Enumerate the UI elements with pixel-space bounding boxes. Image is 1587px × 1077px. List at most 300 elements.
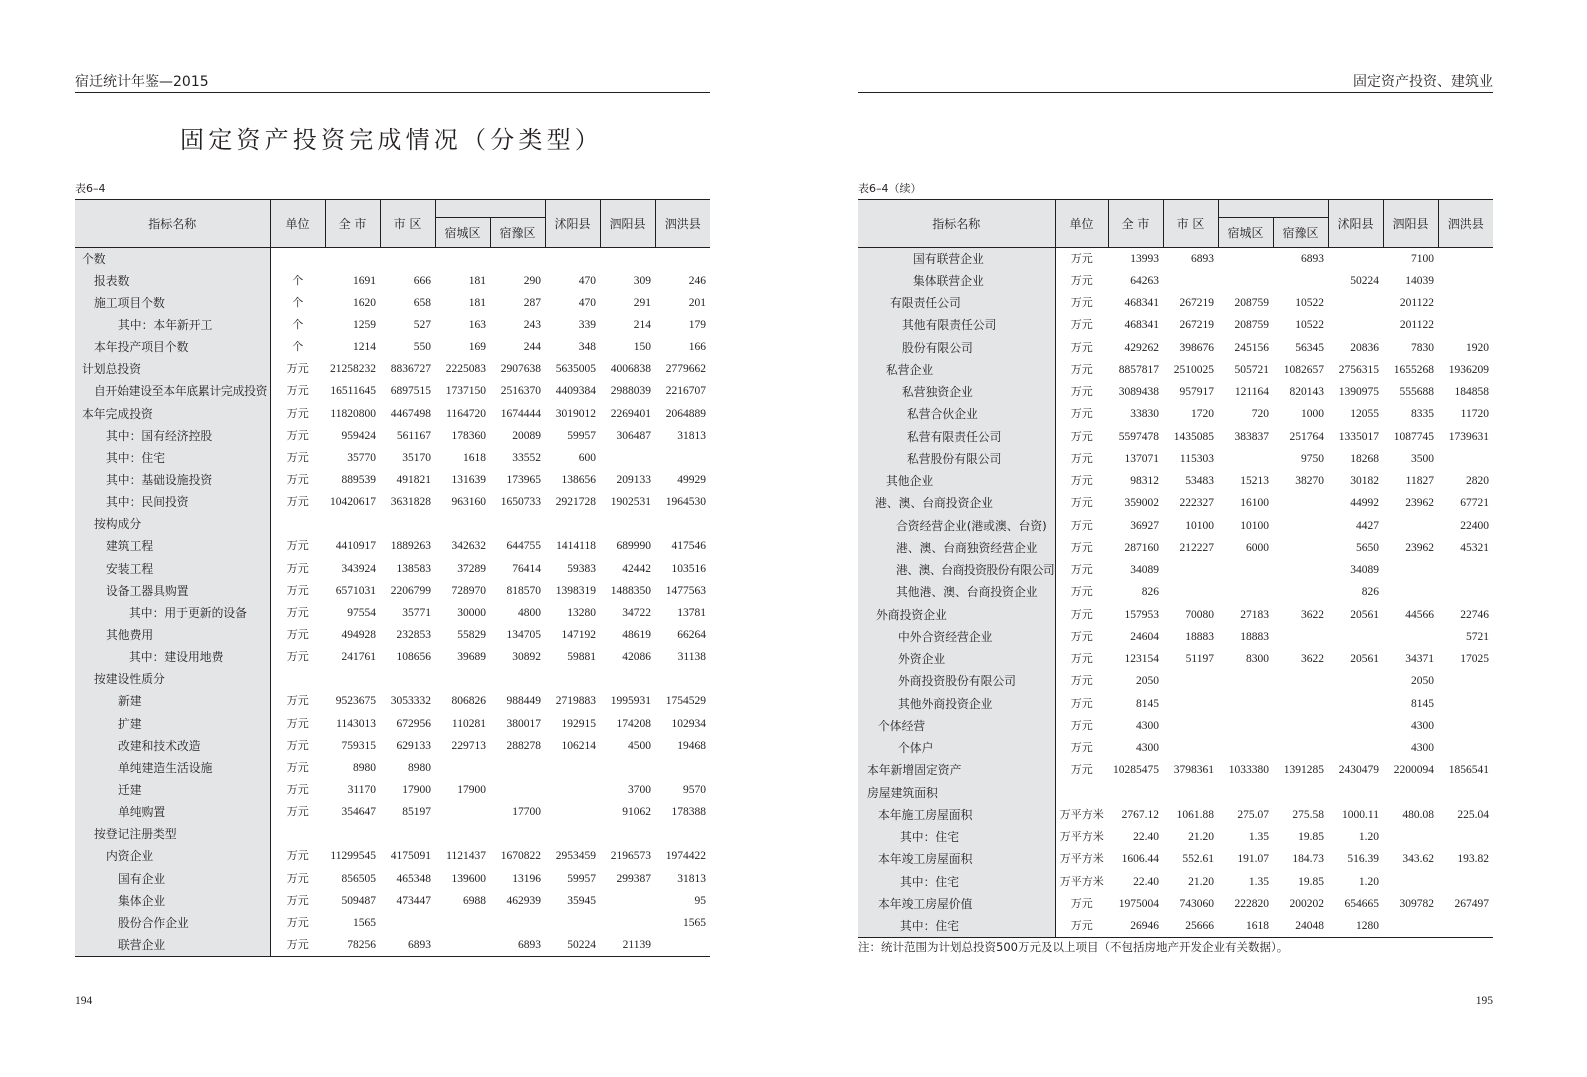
value-urban-area: 25666 — [1185, 919, 1214, 932]
value-city-total: 468341 — [1124, 319, 1159, 332]
value-urban-area: 465348 — [396, 872, 431, 885]
row-unit: 万元 — [286, 362, 309, 376]
value-sucheng — [1218, 270, 1273, 292]
value-sihong — [1438, 670, 1493, 692]
row-unit: 万元 — [286, 782, 309, 796]
table-row — [858, 248, 1493, 270]
row-label: 施工项目个数 — [75, 292, 270, 314]
row-unit: 万平方米 — [1059, 807, 1104, 821]
running-header-left: 宿迁统计年鉴—2015 — [75, 74, 209, 90]
table-row — [858, 915, 1493, 937]
value-sucheng: 181 — [468, 296, 486, 309]
value-sucheng: 8300 — [1246, 653, 1269, 666]
row-label: 其中：用于更新的设备 — [75, 602, 270, 624]
row-label: 其他外商投资企业 — [858, 693, 1055, 715]
value-city-total: 10285475 — [1113, 764, 1159, 777]
table-row — [75, 912, 710, 934]
table-row — [75, 735, 710, 757]
table-row — [75, 447, 710, 469]
value-siyang — [600, 823, 655, 845]
value-shuyang — [545, 823, 600, 845]
row-label: 个数 — [75, 248, 270, 270]
row-label: 其中：国有经济控股 — [75, 425, 270, 447]
value-shuyang: 348 — [578, 341, 596, 354]
value-sucheng: 1121437 — [446, 850, 486, 863]
value-sihong — [655, 447, 710, 469]
row-unit: 万元 — [1070, 607, 1093, 621]
row-unit: 万元 — [1070, 652, 1093, 666]
row-unit: 万元 — [286, 472, 309, 486]
value-sihong: 184858 — [1454, 386, 1489, 399]
value-city-total — [325, 668, 380, 690]
value-suyu: 17700 — [512, 806, 541, 819]
table-row — [75, 646, 710, 668]
table-row — [858, 292, 1493, 314]
row-unit: 万元 — [1070, 585, 1093, 599]
value-sihong — [1438, 737, 1493, 759]
value-urban-area — [1163, 270, 1218, 292]
value-sihong — [655, 757, 710, 779]
value-siyang: 34722 — [622, 606, 651, 619]
value-urban-area: 267219 — [1179, 297, 1214, 310]
value-sihong: 17025 — [1460, 653, 1489, 666]
value-sucheng: 963160 — [451, 496, 486, 509]
row-unit: 万元 — [1070, 718, 1093, 732]
value-sihong: 225.04 — [1457, 808, 1489, 821]
value-urban-area: 35771 — [402, 606, 431, 619]
value-city-total: 13993 — [1130, 252, 1159, 265]
value-suyu: 644755 — [506, 540, 541, 553]
value-city-total: 98312 — [1130, 475, 1159, 488]
value-urban-area — [1163, 782, 1218, 804]
table-row — [858, 782, 1493, 804]
value-shuyang — [545, 757, 600, 779]
value-siyang: 2988039 — [610, 385, 651, 398]
col-header-suyu: 宿豫区 — [490, 218, 545, 248]
value-sucheng: 55829 — [457, 628, 486, 641]
row-unit: 万元 — [1070, 318, 1093, 332]
value-city-total: 2050 — [1136, 675, 1159, 688]
row-label: 个体户 — [858, 737, 1055, 759]
value-urban-area: 17900 — [402, 783, 431, 796]
value-siyang — [600, 757, 655, 779]
value-sihong: 2216707 — [665, 385, 706, 398]
table-row — [75, 890, 710, 912]
value-siyang: 555688 — [1399, 386, 1434, 399]
value-suyu: 820143 — [1289, 386, 1324, 399]
value-sucheng — [435, 801, 490, 823]
row-unit: 万元 — [1070, 918, 1093, 932]
value-sihong: 1754529 — [665, 695, 706, 708]
value-urban-area: 232853 — [396, 628, 431, 641]
value-sihong — [1438, 782, 1493, 804]
value-siyang: 48619 — [622, 628, 651, 641]
value-sihong: 49929 — [677, 473, 706, 486]
value-siyang: 11827 — [1405, 475, 1434, 488]
row-unit: 万元 — [1070, 362, 1093, 376]
table-row — [858, 381, 1493, 403]
value-urban-area: 212227 — [1179, 541, 1214, 554]
value-siyang — [600, 447, 655, 469]
value-sihong: 5721 — [1466, 630, 1489, 643]
value-sihong — [655, 934, 710, 956]
table-row — [858, 581, 1493, 603]
value-shuyang: 1280 — [1356, 919, 1379, 932]
row-label: 安装工程 — [75, 557, 270, 579]
value-shuyang: 470 — [578, 296, 596, 309]
row-unit: 万元 — [286, 760, 309, 774]
table-row — [75, 557, 710, 579]
row-unit: 万元 — [1070, 563, 1093, 577]
value-sihong: 9570 — [683, 783, 706, 796]
value-siyang: 42086 — [622, 651, 651, 664]
row-label: 扩建 — [75, 712, 270, 734]
value-suyu — [1273, 626, 1328, 648]
value-city-total: 6571031 — [335, 584, 376, 597]
value-city-total: 22.40 — [1133, 875, 1159, 888]
value-siyang — [1383, 515, 1438, 537]
table-row — [858, 270, 1493, 292]
row-label: 合资经营企业(港或澳、台资) — [858, 515, 1055, 537]
value-city-total: 1606.44 — [1121, 853, 1159, 866]
value-shuyang: 192915 — [561, 717, 596, 730]
value-urban-area: 35170 — [402, 451, 431, 464]
value-city-total — [325, 248, 380, 270]
value-suyu: 6893 — [1301, 252, 1324, 265]
value-urban-area: 2206799 — [390, 584, 431, 597]
value-urban-area: 3631828 — [390, 496, 431, 509]
table-row — [75, 380, 710, 402]
value-city-total: 33830 — [1130, 408, 1159, 421]
value-siyang: 2269401 — [610, 407, 651, 420]
col-header-indicator: 指标名称 — [75, 200, 270, 248]
value-sihong — [655, 823, 710, 845]
value-siyang: 689990 — [616, 540, 651, 553]
value-suyu: 818570 — [506, 584, 541, 597]
col-header-urban-area: 市 区 — [380, 200, 435, 248]
value-shuyang: 2953459 — [555, 850, 596, 863]
value-urban-area: 4467498 — [390, 407, 431, 420]
value-sucheng: 16100 — [1240, 497, 1269, 510]
row-unit: 万元 — [1070, 273, 1093, 287]
value-siyang: 150 — [633, 341, 651, 354]
value-suyu: 287 — [523, 296, 541, 309]
value-urban-area: 267219 — [1179, 319, 1214, 332]
table-row — [858, 337, 1493, 359]
value-urban-area: 21.20 — [1188, 875, 1214, 888]
row-unit: 万元 — [1070, 763, 1093, 777]
value-suyu: 3622 — [1301, 608, 1324, 621]
value-suyu: 3622 — [1301, 653, 1324, 666]
row-unit: 万元 — [1070, 741, 1093, 755]
value-shuyang: 20561 — [1350, 608, 1379, 621]
value-shuyang — [545, 513, 600, 535]
value-sucheng: 17900 — [457, 783, 486, 796]
row-label: 其他有限责任公司 — [858, 314, 1055, 336]
value-sucheng: 1737150 — [445, 385, 486, 398]
value-sihong: 1856541 — [1448, 764, 1489, 777]
row-label: 本年投产项目个数 — [75, 336, 270, 358]
row-label: 其中：建设用地费 — [75, 646, 270, 668]
value-sihong — [655, 513, 710, 535]
value-city-total — [325, 513, 380, 535]
value-sucheng: 30000 — [457, 606, 486, 619]
value-suyu: 1650733 — [500, 496, 541, 509]
value-urban-area: 1061.88 — [1176, 808, 1214, 821]
row-unit: 万元 — [1070, 629, 1093, 643]
col-header-sihong: 泗洪县 — [1438, 200, 1493, 248]
row-unit: 万元 — [286, 561, 309, 575]
value-suyu: 6893 — [518, 938, 541, 951]
value-siyang — [1383, 915, 1438, 937]
value-urban-area: 552.61 — [1182, 853, 1214, 866]
value-city-total: 826 — [1141, 586, 1159, 599]
value-suyu: 20089 — [512, 429, 541, 442]
value-siyang: 3700 — [628, 783, 651, 796]
value-siyang: 44566 — [1405, 608, 1434, 621]
table-row — [75, 336, 710, 358]
col-header-urban-area: 市 区 — [1163, 200, 1218, 248]
value-sihong: 1974422 — [665, 850, 706, 863]
value-sucheng — [435, 823, 490, 845]
value-suyu: 10522 — [1295, 319, 1324, 332]
row-label: 私营独资企业 — [858, 381, 1055, 403]
row-unit: 万平方米 — [1059, 852, 1104, 866]
value-suyu: 19.85 — [1298, 831, 1324, 844]
value-sucheng: 342632 — [451, 540, 486, 553]
value-shuyang — [545, 668, 600, 690]
value-siyang: 34371 — [1405, 653, 1434, 666]
value-suyu: 1082657 — [1283, 363, 1324, 376]
value-siyang: 91062 — [622, 806, 651, 819]
value-siyang — [1383, 559, 1438, 581]
value-sihong: 201 — [688, 296, 706, 309]
value-siyang: 1488350 — [610, 584, 651, 597]
value-shuyang: 2719883 — [555, 695, 596, 708]
value-urban-area: 4175091 — [390, 850, 431, 863]
value-siyang: 42442 — [622, 562, 651, 575]
value-siyang: 1902531 — [610, 496, 651, 509]
table-row — [858, 448, 1493, 470]
value-sihong: 13781 — [677, 606, 706, 619]
value-suyu: 56345 — [1295, 341, 1324, 354]
value-sihong — [1438, 915, 1493, 937]
value-sucheng: 208759 — [1234, 297, 1269, 310]
row-label: 集体联营企业 — [858, 270, 1055, 292]
table-row — [858, 826, 1493, 848]
value-shuyang: 5650 — [1356, 541, 1379, 554]
value-sihong — [655, 248, 710, 270]
col-header-sihong: 泗洪县 — [655, 200, 710, 248]
value-siyang: 2196573 — [610, 850, 651, 863]
value-urban-area: 561167 — [396, 429, 431, 442]
table-row — [858, 359, 1493, 381]
value-city-total: 34089 — [1130, 564, 1159, 577]
value-shuyang: 1398319 — [555, 584, 596, 597]
value-urban-area: 743060 — [1179, 897, 1214, 910]
table-row — [858, 604, 1493, 626]
value-city-total — [325, 823, 380, 845]
table-row — [858, 737, 1493, 759]
table-row — [858, 515, 1493, 537]
value-shuyang — [545, 801, 600, 823]
value-sihong: 2064889 — [665, 407, 706, 420]
value-shuyang: 1000.11 — [1342, 808, 1379, 821]
row-unit — [270, 513, 325, 535]
value-city-total: 959424 — [341, 429, 376, 442]
table-row — [75, 402, 710, 424]
table-row — [75, 314, 710, 336]
table-row — [75, 668, 710, 690]
value-city-total: 1565 — [353, 916, 376, 929]
value-sucheng: 1.35 — [1248, 875, 1269, 888]
value-siyang: 1995931 — [610, 695, 651, 708]
row-label: 其中：住宅 — [858, 826, 1055, 848]
value-urban-area: 8980 — [408, 761, 431, 774]
value-sihong: 2779662 — [665, 363, 706, 376]
value-siyang: 21139 — [622, 938, 651, 951]
table-row — [858, 403, 1493, 425]
value-shuyang: 2756315 — [1338, 363, 1379, 376]
row-label: 自开始建设至本年底累计完成投资 — [75, 380, 270, 402]
value-shuyang: 44992 — [1350, 497, 1379, 510]
row-unit: 万平方米 — [1059, 830, 1104, 844]
value-siyang: 23962 — [1405, 497, 1434, 510]
value-sucheng: 806826 — [451, 695, 486, 708]
value-siyang — [1383, 871, 1438, 893]
value-siyang: 4300 — [1411, 719, 1434, 732]
value-city-total: 26946 — [1130, 919, 1159, 932]
value-shuyang: 654665 — [1344, 897, 1379, 910]
row-label: 私营股份有限公司 — [858, 448, 1055, 470]
row-label: 内资企业 — [75, 845, 270, 867]
value-siyang: 291 — [633, 296, 651, 309]
value-sucheng: 27183 — [1240, 608, 1269, 621]
row-label: 单纯建造生活设施 — [75, 757, 270, 779]
value-city-total: 10420617 — [330, 496, 376, 509]
row-label: 其中：民间投资 — [75, 491, 270, 513]
value-siyang: 209133 — [616, 473, 651, 486]
value-city-total: 97554 — [347, 606, 376, 619]
value-city-total: 2767.12 — [1121, 808, 1159, 821]
row-unit: 万元 — [286, 583, 309, 597]
value-siyang: 4500 — [628, 739, 651, 752]
value-sucheng: 1033380 — [1228, 764, 1269, 777]
value-urban-area — [380, 513, 435, 535]
value-city-total: 889539 — [341, 473, 376, 486]
value-sucheng: 229713 — [451, 739, 486, 752]
value-urban-area: 1720 — [1191, 408, 1214, 421]
col-header-siyang: 泗阳县 — [600, 200, 655, 248]
col-header-sucheng: 宿城区 — [435, 218, 490, 248]
row-label: 国有联营企业 — [858, 248, 1055, 270]
value-urban-area: 6897515 — [390, 385, 431, 398]
row-unit — [270, 668, 325, 690]
value-sucheng: 139600 — [451, 872, 486, 885]
value-suyu — [490, 757, 545, 779]
value-city-total: 343924 — [341, 562, 376, 575]
value-suyu — [1273, 782, 1328, 804]
value-city-total: 36927 — [1130, 519, 1159, 532]
value-sihong: 19468 — [677, 739, 706, 752]
value-sihong: 193.82 — [1457, 853, 1489, 866]
value-suyu — [1273, 715, 1328, 737]
value-urban-area: 85197 — [402, 806, 431, 819]
table-row — [858, 559, 1493, 581]
table-body-right — [858, 248, 1493, 938]
value-suyu: 1670822 — [500, 850, 541, 863]
value-sihong — [1438, 270, 1493, 292]
row-label: 其他港、澳、台商投资企业 — [858, 581, 1055, 603]
table-row — [75, 690, 710, 712]
value-urban-area: 672956 — [396, 717, 431, 730]
col-header-shuyang: 沭阳县 — [545, 200, 600, 248]
value-sihong: 1964530 — [665, 496, 706, 509]
value-urban-area — [1163, 670, 1218, 692]
table-body-left — [75, 248, 710, 957]
value-sihong — [1438, 715, 1493, 737]
value-shuyang — [1328, 737, 1383, 759]
table-label-right: 表6–4（续） — [858, 182, 922, 195]
value-shuyang: 50224 — [1350, 274, 1379, 287]
value-city-total: 11299545 — [330, 850, 376, 863]
row-unit: 万元 — [286, 915, 309, 929]
value-suyu: 134705 — [506, 628, 541, 641]
value-sihong: 246 — [688, 274, 706, 287]
row-unit: 万元 — [286, 406, 309, 420]
value-shuyang — [1328, 782, 1383, 804]
value-sihong — [1438, 314, 1493, 336]
value-sucheng — [1218, 581, 1273, 603]
value-siyang — [1383, 826, 1438, 848]
value-suyu: 2907638 — [500, 363, 541, 376]
value-shuyang: 20561 — [1350, 653, 1379, 666]
value-sucheng: 37289 — [457, 562, 486, 575]
value-city-total: 509487 — [341, 894, 376, 907]
row-label: 其中：住宅 — [858, 915, 1055, 937]
value-sucheng: 178360 — [451, 429, 486, 442]
value-city-total: 4300 — [1136, 719, 1159, 732]
value-suyu — [1273, 270, 1328, 292]
row-unit: 万元 — [1070, 518, 1093, 532]
table-footnote: 注：统计范围为计划总投资500万元及以上项目（不包括房地产开发企业有关数据）。 — [858, 940, 1289, 954]
value-sihong: 31138 — [677, 651, 706, 664]
row-unit — [1055, 782, 1108, 804]
row-unit: 万元 — [286, 716, 309, 730]
value-sucheng — [435, 757, 490, 779]
value-shuyang: 2921728 — [555, 496, 596, 509]
value-city-total: 1259 — [353, 318, 376, 331]
row-unit: 万元 — [286, 738, 309, 752]
page-number-right: 195 — [1475, 995, 1493, 1007]
value-suyu — [1273, 515, 1328, 537]
table-row — [75, 602, 710, 624]
value-shuyang: 5635005 — [555, 363, 596, 376]
value-urban-area — [1163, 693, 1218, 715]
value-sihong: 95 — [694, 894, 706, 907]
table-row — [75, 580, 710, 602]
value-sucheng: 383837 — [1234, 430, 1269, 443]
row-label: 国有企业 — [75, 867, 270, 889]
value-shuyang: 59957 — [567, 429, 596, 442]
value-shuyang — [545, 248, 600, 270]
table-row — [75, 270, 710, 292]
value-shuyang — [1328, 314, 1383, 336]
value-urban-area: 21.20 — [1188, 831, 1214, 844]
value-sihong: 22400 — [1460, 519, 1489, 532]
value-siyang — [600, 912, 655, 934]
col-header-shuyang: 沭阳县 — [1328, 200, 1383, 248]
